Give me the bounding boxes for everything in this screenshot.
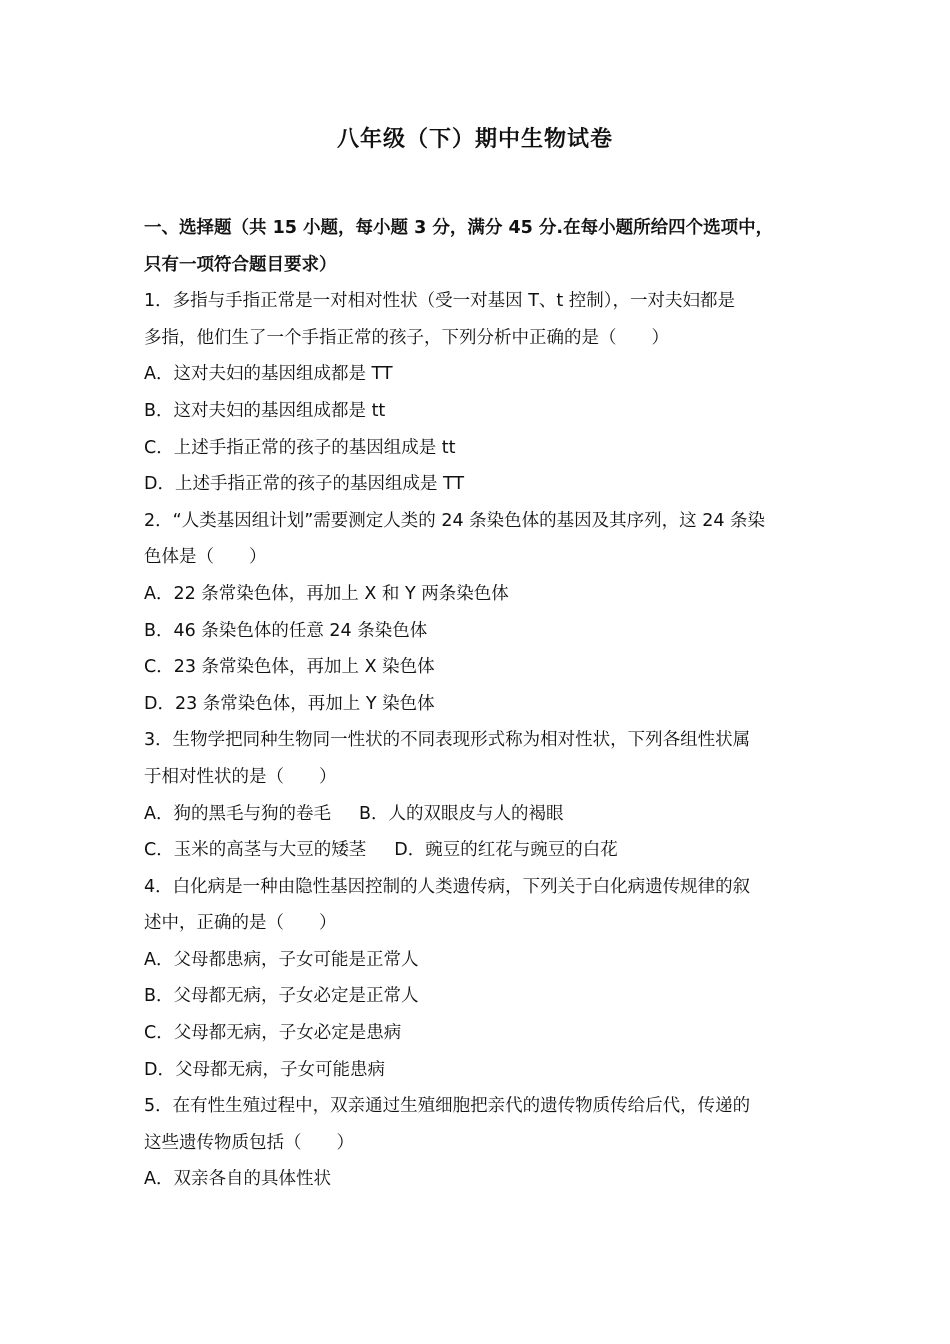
section-heading-line-2: 只有一项符合题目要求）: [144, 254, 337, 275]
question-1: [144, 283, 812, 503]
question-2: [144, 503, 812, 723]
question-4: [144, 869, 812, 1089]
section-heading-line-1: 一、选择题（共 15 小题，每小题 3 分，满分 45 分.在每小题所给四个选项中，: [144, 218, 774, 238]
option-b: B．46 条染色体的任意 24 条染色体: [144, 620, 428, 641]
option-c: C．父母都无病，子女必定是患病: [144, 1023, 402, 1044]
question-stem-line: 5．在有性生殖过程中，双亲通过生殖细胞把亲代的遗传物质传给后代，传递的: [144, 1096, 751, 1117]
option-b: B．父母都无病，子女必定是正常人: [144, 986, 419, 1007]
option-b: B．人的双眼皮与人的褐眼: [358, 803, 564, 824]
option-c: C．玉米的高茎与大豆的矮茎: [144, 840, 367, 861]
question-3: [144, 722, 812, 868]
option-c: C．23 条常染色体，再加上 X 染色体: [144, 657, 435, 678]
option-a: A．这对夫妇的基因组成都是 TT: [144, 364, 393, 385]
option-a: A．狗的黑毛与狗的卷毛: [144, 803, 331, 824]
option-row-cd: [144, 832, 812, 869]
option-a: A．父母都患病，子女可能是正常人: [144, 949, 419, 970]
option-a: A．22 条常染色体，再加上 X 和 Y 两条染色体: [144, 583, 509, 604]
option-b: B．这对夫妇的基因组成都是 tt: [144, 400, 386, 421]
question-stem-line: 色体是（ ）: [144, 547, 267, 568]
question-5: [144, 1088, 812, 1198]
option-d: D．上述手指正常的孩子的基因组成是 TT: [144, 474, 465, 495]
exam-content: [144, 210, 812, 1198]
question-stem-line: 2．“人类基因组计划”需要测定人类的 24 条染色体的基因及其序列，这 24 条染: [144, 510, 766, 531]
option-d: D．豌豆的红花与豌豆的白花: [394, 840, 618, 861]
option-c: C．上述手指正常的孩子的基因组成是 tt: [144, 437, 456, 458]
option-d: D．23 条常染色体，再加上 Y 染色体: [144, 693, 435, 714]
question-stem-line: 4．白化病是一种由隐性基因控制的人类遗传病，下列关于白化病遗传规律的叙: [144, 876, 751, 897]
question-stem-line: 多指，他们生了一个手指正常的孩子，下列分析中正确的是（ ）: [144, 327, 669, 348]
question-stem-line: 这些遗传物质包括（ ）: [144, 1132, 354, 1153]
question-stem-line: 于相对性状的是（ ）: [144, 766, 337, 787]
option-a: A．双亲各自的具体性状: [144, 1169, 331, 1190]
question-stem-line: 3．生物学把同种生物同一性状的不同表现形式称为相对性状，下列各组性状属: [144, 730, 751, 751]
option-row-ab: [144, 796, 812, 833]
question-stem-line: 述中，正确的是（ ）: [144, 913, 337, 934]
question-stem-line: 1．多指与手指正常是一对相对性状（受一对基因 T、t 控制），一对夫妇都是: [144, 291, 736, 312]
option-d: D．父母都无病，子女可能患病: [144, 1059, 385, 1080]
page-title: 八年级（下）期中生物试卷: [336, 127, 613, 152]
